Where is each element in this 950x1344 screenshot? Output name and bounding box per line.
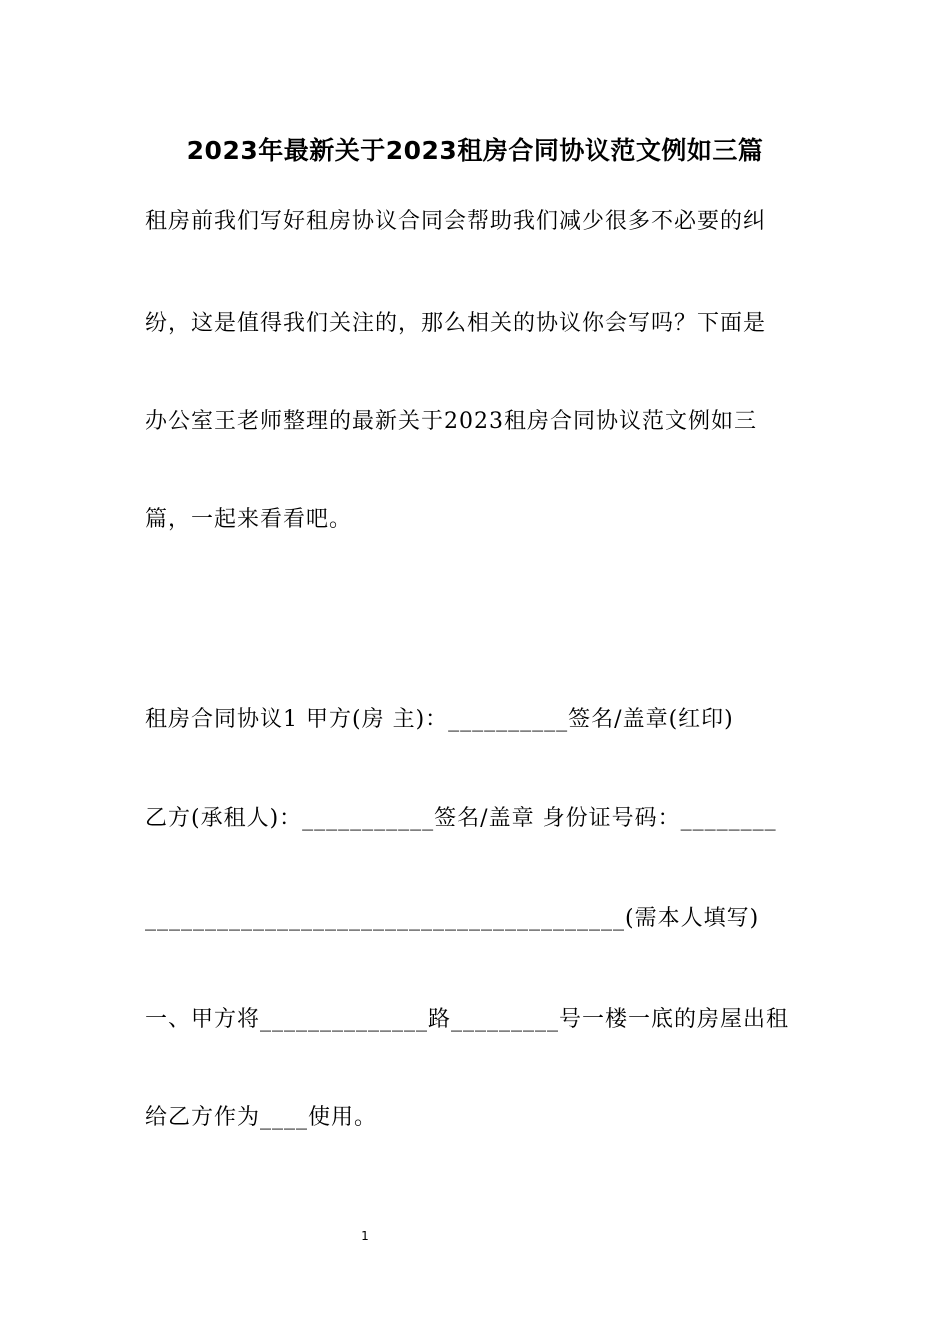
intro-line: 纷，这是值得我们关注的，那么相关的协议你会写吗？下面是 bbox=[145, 311, 767, 336]
intro-line: 租房前我们写好租房协议合同会帮助我们减少很多不必要的纠 bbox=[145, 209, 767, 234]
page-number: 1 bbox=[361, 1229, 369, 1243]
intro-line: 篇，一起来看看吧。 bbox=[145, 507, 353, 532]
contract-line-party-a: 租房合同协议1 甲方(房 主)：__________签名/盖章(红印) bbox=[145, 707, 734, 732]
contract-clause-1-cont: 给乙方作为____使用。 bbox=[145, 1105, 378, 1130]
contract-clause-1: 一、甲方将______________路_________号一楼一底的房屋出租 bbox=[145, 1007, 790, 1032]
contract-line-party-b: 乙方(承租人)：___________签名/盖章 身份证号码：________ bbox=[145, 806, 777, 831]
contract-line-id-fill: ________________________________________(需本人填写) bbox=[145, 906, 760, 931]
intro-line: 办公室王老师整理的最新关于2023租房合同协议范文例如三 bbox=[145, 409, 757, 434]
page-title: 2023年最新关于2023租房合同协议范文例如三篇 bbox=[186, 136, 764, 165]
